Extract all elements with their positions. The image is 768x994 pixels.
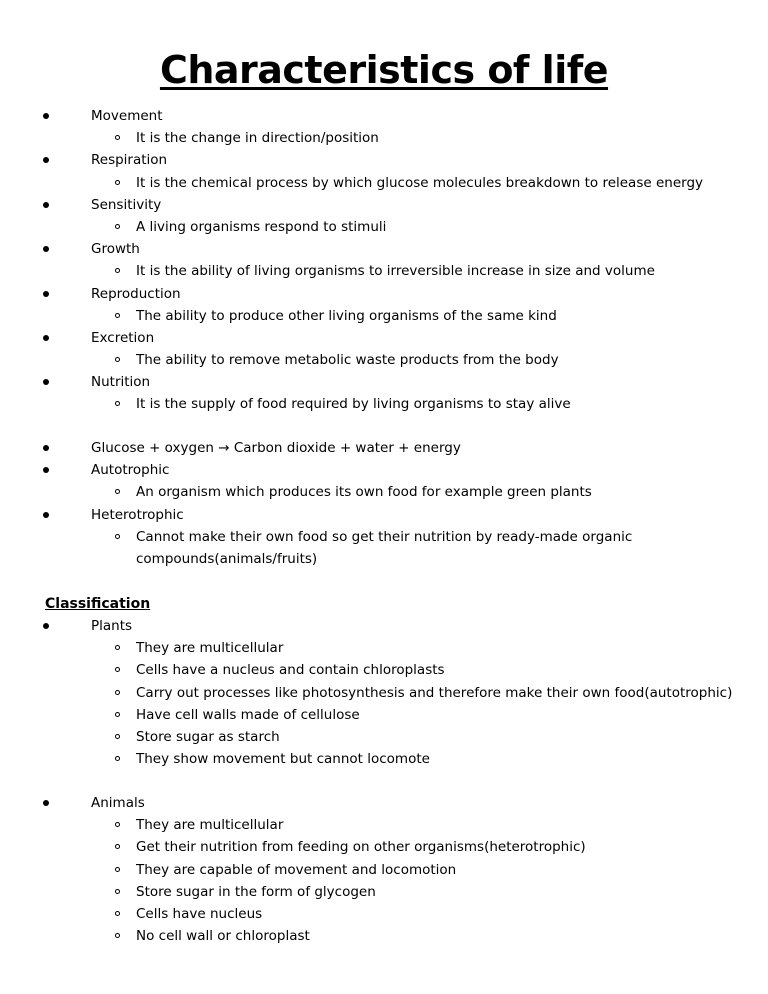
circle-bullet-icon <box>115 313 120 318</box>
list-item <box>0 105 768 127</box>
item-label: Sensitivity <box>91 196 162 213</box>
item-detail: It is the ability of living organisms to irreversible increase in size and volume <box>136 263 655 280</box>
sub-list-item <box>0 903 768 925</box>
item-label: Reproduction <box>91 285 181 302</box>
circle-bullet-icon <box>115 712 120 717</box>
sub-list-item <box>0 637 768 659</box>
characteristics-list <box>0 105 768 416</box>
sub-list-item <box>0 881 768 903</box>
classification-heading: Classification <box>45 596 151 612</box>
item-detail: A living organisms respond to stimuli <box>136 218 387 235</box>
page-title: Characteristics of life <box>159 48 609 92</box>
item-detail: Store sugar in the form of glycogen <box>136 883 376 900</box>
list-item <box>0 504 768 526</box>
circle-bullet-icon <box>115 224 120 229</box>
sub-list-item-continuation <box>0 548 768 570</box>
item-detail: Cannot make their own food so get their nutrition by ready-made organic <box>136 528 633 545</box>
item-detail: Cells have a nucleus and contain chloroplasts <box>136 662 445 679</box>
list-item <box>0 327 768 349</box>
item-detail: It is the change in direction/position <box>136 130 379 147</box>
sub-list-item <box>0 260 768 282</box>
item-label: Respiration <box>91 152 168 169</box>
sub-list-item <box>0 726 768 748</box>
list-item <box>0 437 768 459</box>
plants-list <box>0 615 768 770</box>
item-detail: They are multicellular <box>136 817 284 834</box>
animals-list <box>0 792 768 947</box>
list-item <box>0 792 768 814</box>
circle-bullet-icon <box>115 911 120 916</box>
bullet-icon <box>43 202 49 208</box>
circle-bullet-icon <box>115 645 120 650</box>
item-detail: Store sugar as starch <box>136 728 280 745</box>
circle-bullet-icon <box>115 489 120 494</box>
list-item <box>0 283 768 305</box>
sub-list-item <box>0 349 768 371</box>
item-detail: They are multicellular <box>136 640 284 657</box>
circle-bullet-icon <box>115 844 120 849</box>
bullet-icon <box>43 113 49 119</box>
item-label: Excretion <box>91 329 155 346</box>
bullet-icon <box>43 335 49 341</box>
list-item <box>0 371 768 393</box>
item-label: Autotrophic <box>91 462 170 479</box>
item-detail: The ability to remove metabolic waste products from the body <box>136 352 559 369</box>
item-detail: Get their nutrition from feeding on other organisms(heterotrophic) <box>136 839 586 856</box>
list-item <box>0 459 768 481</box>
bullet-icon <box>43 291 49 297</box>
item-detail: compounds(animals/fruits) <box>136 550 318 567</box>
item-detail: Cells have nucleus <box>136 905 263 922</box>
item-detail: The ability to produce other living organisms of the same kind <box>136 307 557 324</box>
circle-bullet-icon <box>115 690 120 695</box>
circle-bullet-icon <box>115 534 120 539</box>
sub-list-item <box>0 659 768 681</box>
item-label: Movement <box>91 108 163 124</box>
bullet-icon <box>43 157 49 163</box>
item-detail: An organism which produces its own food for example green plants <box>136 484 592 501</box>
circle-bullet-icon <box>115 135 120 140</box>
sub-list-item <box>0 526 768 548</box>
circle-bullet-icon <box>115 734 120 739</box>
sub-list-item <box>0 393 768 415</box>
sub-list-item <box>0 216 768 238</box>
sub-list-item <box>0 127 768 149</box>
sub-list-item <box>0 305 768 327</box>
circle-bullet-icon <box>115 889 120 894</box>
sub-list-item <box>0 748 768 770</box>
item-detail: It is the chemical process by which glucose molecules breakdown to release energy <box>136 174 703 191</box>
sub-list-item <box>0 704 768 726</box>
circle-bullet-icon <box>115 756 120 761</box>
item-detail: No cell wall or chloroplast <box>136 928 310 945</box>
list-item <box>0 149 768 171</box>
item-label: Heterotrophic <box>91 506 184 523</box>
circle-bullet-icon <box>115 180 120 185</box>
nutrition-notes-list <box>0 437 768 570</box>
circle-bullet-icon <box>115 357 120 362</box>
item-detail: It is the supply of food required by living organisms to stay alive <box>136 396 571 413</box>
item-label: Growth <box>91 241 140 258</box>
circle-bullet-icon <box>115 667 120 672</box>
item-detail: They are capable of movement and locomotion <box>136 861 457 878</box>
list-item <box>0 615 768 637</box>
sub-list-item <box>0 481 768 503</box>
bullet-icon <box>43 445 49 451</box>
sub-list-item <box>0 859 768 881</box>
sub-list-item <box>0 172 768 194</box>
list-item <box>0 238 768 260</box>
sub-list-item <box>0 925 768 947</box>
bullet-icon <box>43 379 49 385</box>
bullet-icon <box>43 467 49 473</box>
sub-list-item <box>0 836 768 858</box>
bullet-icon <box>43 512 49 518</box>
circle-bullet-icon <box>115 401 120 406</box>
item-detail: Have cell walls made of cellulose <box>136 706 360 723</box>
bullet-icon <box>43 800 49 806</box>
item-label: Nutrition <box>91 374 151 391</box>
bullet-icon <box>43 623 49 629</box>
sub-list-item <box>0 814 768 836</box>
item-label: Plants <box>91 618 133 634</box>
circle-bullet-icon <box>115 933 120 938</box>
circle-bullet-icon <box>115 822 120 827</box>
sub-list-item <box>0 682 768 704</box>
equation-text: Glucose + oxygen → Carbon dioxide + water + energy <box>91 440 461 456</box>
item-detail: They show movement but cannot locomote <box>136 751 430 768</box>
circle-bullet-icon <box>115 268 120 273</box>
item-detail: Carry out processes like photosynthesis and therefore make their own food(autotrophic) <box>136 684 733 701</box>
item-label: Animals <box>91 795 145 811</box>
circle-bullet-icon <box>115 867 120 872</box>
list-item <box>0 194 768 216</box>
bullet-icon <box>43 246 49 252</box>
